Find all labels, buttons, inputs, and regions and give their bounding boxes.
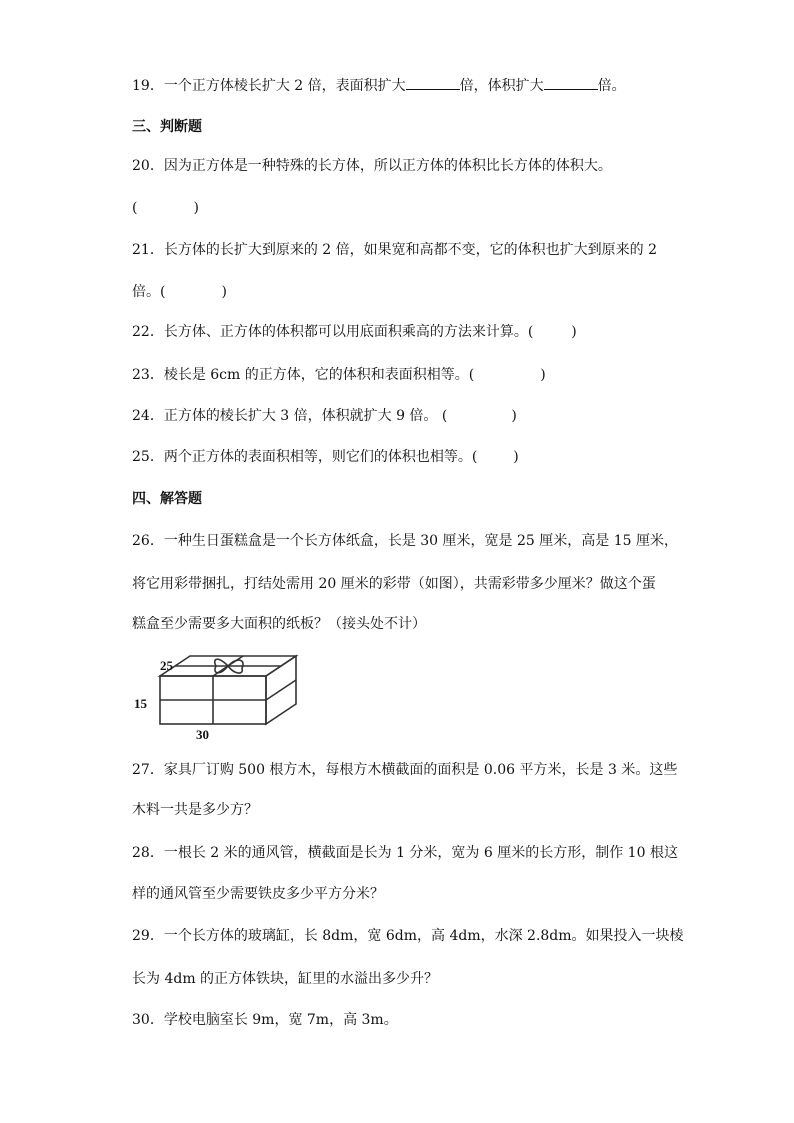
cake-box-figure xyxy=(132,650,312,740)
question-21-line-1: 21．长方体的长扩大到原来的 2 倍，如果宽和高都不变，它的体积也扩大到原来的 2 xyxy=(132,242,657,258)
question-27-line-2: 木料一共是多少方？ xyxy=(132,802,258,818)
question-24-text: 24．正方体的棱长扩大 3 倍，体积就扩大 9 倍。 ( xyxy=(132,408,448,424)
question-21-text: 倍。( xyxy=(132,284,166,300)
question-27-line-1: 27．家具厂订购 500 根方木，每根方木横截面的面积是 0.06 平方米，长是 3 米。这些 xyxy=(132,762,678,778)
question-20: 20．因为正方体是一种特殊的长方体，所以正方体的体积比长方体的体积大。 xyxy=(132,158,612,174)
section-heading-judgement: 三、判断题 xyxy=(132,119,202,135)
question-25[interactable] xyxy=(132,448,519,466)
question-28-line-1: 28．一根长 2 米的通风管，横截面是长为 1 分米，宽为 6 厘米的长方形，制作 10 根这 xyxy=(132,845,678,861)
paren-close: ) xyxy=(571,324,577,340)
answer-blank-2[interactable] xyxy=(544,75,598,90)
question-19-suffix: 倍。 xyxy=(597,78,626,94)
question-30: 30．学校电脑室长 9m，宽 7m，高 3m。 xyxy=(132,1012,398,1028)
question-24[interactable] xyxy=(132,407,517,425)
question-28-line-2: 样的通风管至少需要铁皮多少平方分米？ xyxy=(132,886,384,902)
question-26-line-3: 糕盒至少需要多大面积的纸板？（接头处不计） xyxy=(132,616,426,632)
question-26-line-1: 26．一种生日蛋糕盒是一个长方体纸盒，长是 30 厘米，宽是 25 厘米，高是 15 厘米， xyxy=(132,533,678,549)
answer-blank-1[interactable] xyxy=(406,75,460,90)
label-width: 25 xyxy=(160,658,173,673)
question-19-mid: 倍，体积扩大 xyxy=(459,78,544,94)
paren-close: ) xyxy=(513,449,519,465)
question-25-text: 25．两个正方体的表面积相等，则它们的体积也相等。( xyxy=(132,449,478,465)
label-length: 30 xyxy=(196,727,209,740)
paren-open: ( xyxy=(132,200,138,216)
paren-close: ) xyxy=(540,367,546,383)
question-26-line-2: 将它用彩带捆扎，打结处需用 20 厘米的彩带（如图），共需彩带多少厘米？做这个蛋 xyxy=(132,576,656,592)
section-heading-answer: 四、解答题 xyxy=(132,491,202,507)
paren-close: ) xyxy=(221,284,227,300)
question-23[interactable] xyxy=(132,366,546,384)
question-19-prefix: 19．一个正方体棱长扩大 2 倍，表面积扩大 xyxy=(132,78,406,94)
paren-close: ) xyxy=(511,408,517,424)
question-20-answer[interactable] xyxy=(132,199,199,217)
question-29-line-1: 29．一个长方体的玻璃缸，长 8dm，宽 6dm，高 4dm，水深 2.8dm。如果投入一块棱 xyxy=(132,928,684,944)
label-height: 15 xyxy=(134,696,147,711)
question-22-text: 22．长方体、正方体的体积都可以用底面积乘高的方法来计算。( xyxy=(132,324,534,340)
question-29-line-2: 长为 4dm 的正方体铁块，缸里的水溢出多少升？ xyxy=(132,971,439,987)
question-23-text: 23．棱长是 6cm 的正方体，它的体积和表面积相等。( xyxy=(132,367,475,383)
question-22[interactable] xyxy=(132,323,577,341)
question-19 xyxy=(132,75,626,95)
ribbon-side xyxy=(266,680,296,700)
paren-close: ) xyxy=(193,200,199,216)
question-21-line-2[interactable] xyxy=(132,283,227,301)
